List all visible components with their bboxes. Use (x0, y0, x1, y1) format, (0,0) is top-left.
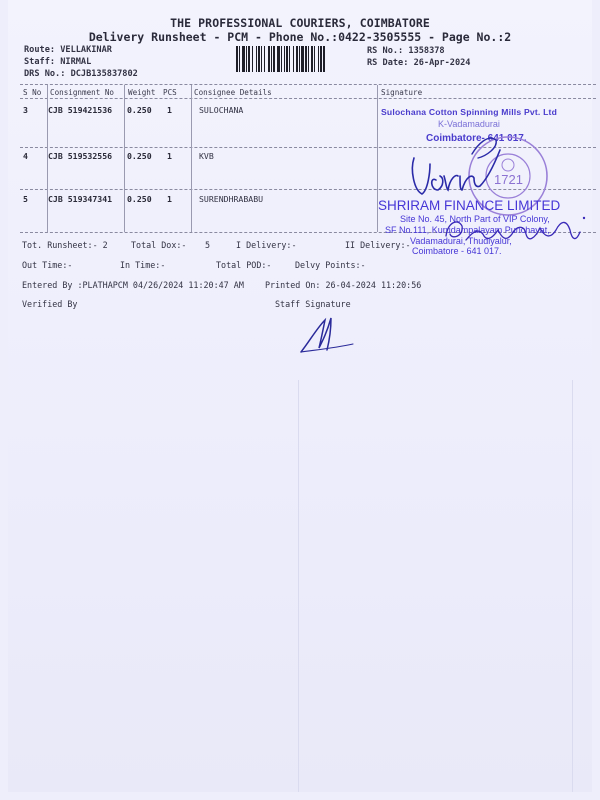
barcode-icon (236, 46, 360, 72)
column-divider (191, 85, 192, 232)
consignee-signature (400, 120, 510, 200)
drs-number: DRS No.: DCJB135837802 (24, 69, 138, 79)
staff-signature (295, 312, 365, 356)
row-weight: 0.250 (127, 194, 152, 204)
row-consignment: CJB 519532556 (48, 151, 113, 161)
shriram-stamp-line5: Coimbatore - 641 017. (412, 246, 502, 256)
row-sno: 3 (23, 105, 28, 115)
i-delivery: I Delivery:- (236, 240, 297, 250)
row-sno: 4 (23, 151, 28, 161)
row-consignee: SURENDHRABABU (199, 194, 264, 204)
total-dox-value: 5 (205, 240, 211, 250)
shriram-signature (440, 206, 590, 256)
row-weight: 0.250 (127, 105, 152, 115)
row-sno: 5 (23, 194, 28, 204)
row-pcs: 1 (167, 105, 172, 115)
row-consignment: CJB 519421536 (48, 105, 113, 115)
seal-number: 1721 (494, 172, 523, 187)
shriram-stamp-line2: Site No. 45, North Part of VIP Colony, (400, 214, 550, 224)
table-top-border (20, 84, 596, 85)
paper-fold-line (298, 380, 299, 792)
row-consignee: SULOCHANA (199, 105, 244, 115)
column-header-pcs: PCS (163, 88, 177, 97)
total-runsheet: Tot. Runsheet:- 2 (22, 240, 108, 250)
route-label: Route: VELLAKINAR (24, 45, 112, 55)
shriram-stamp-line1: SHRIRAM FINANCE LIMITED (378, 198, 561, 213)
row-consignment: CJB 519347341 (48, 194, 113, 204)
company-title: THE PROFESSIONAL COURIERS, COIMBATORE (170, 16, 430, 30)
total-pod: Total POD:- (216, 260, 272, 270)
staff-signature-label: Staff Signature (275, 299, 351, 309)
verified-by: Verified By (22, 299, 78, 309)
runsheet-paper (8, 0, 592, 792)
row-weight: 0.250 (127, 151, 152, 161)
runsheet-subtitle: Delivery Runsheet - PCM - Phone No.:0422-3505555 - Page No.:2 (88, 30, 512, 44)
row-consignee: KVB (199, 151, 214, 161)
row-pcs: 1 (167, 194, 172, 204)
staff-label: Staff: NIRMAL (24, 57, 92, 67)
rs-number: RS No.: 1358378 (367, 46, 445, 56)
barcode-bar (325, 46, 326, 72)
column-header-consignment: Consignment No (50, 88, 115, 97)
column-header-weight: Weight (128, 88, 156, 97)
column-header-signature: Signature (381, 88, 423, 97)
paper-fold-line (572, 380, 573, 792)
rs-date: RS Date: 26-Apr-2024 (367, 58, 471, 68)
entered-by: Entered By :PLATHAPCM 04/26/2024 11:20:47 AM (22, 280, 244, 290)
printed-on: Printed On: 26-04-2024 11:20:56 (265, 280, 422, 290)
column-header-sno: S No (23, 88, 42, 97)
row-pcs: 1 (167, 151, 172, 161)
in-time: In Time:- (120, 260, 166, 270)
sulochana-stamp-line2: K-Vadamadurai (438, 119, 500, 129)
total-dox-label: Total Dox:- (131, 240, 187, 250)
sulochana-stamp-line3: Coimbatore- 641 017. (426, 133, 527, 144)
sulochana-stamp-line1: Sulochana Cotton Spinning Mills Pvt. Ltd (381, 107, 558, 117)
shriram-stamp-line4: Vadamadurai, Thudiyalur, (410, 236, 512, 246)
shriram-stamp-line3: SF No.111, Kurudampalayam Punchayat, (385, 225, 550, 235)
column-header-consignee: Consignee Details (194, 88, 272, 97)
out-time: Out Time:- (22, 260, 73, 270)
delivery-points: Delvy Points:- (295, 260, 366, 270)
ii-delivery: II Delivery:- (345, 240, 411, 250)
table-header-divider (20, 98, 596, 99)
column-divider (124, 85, 125, 232)
